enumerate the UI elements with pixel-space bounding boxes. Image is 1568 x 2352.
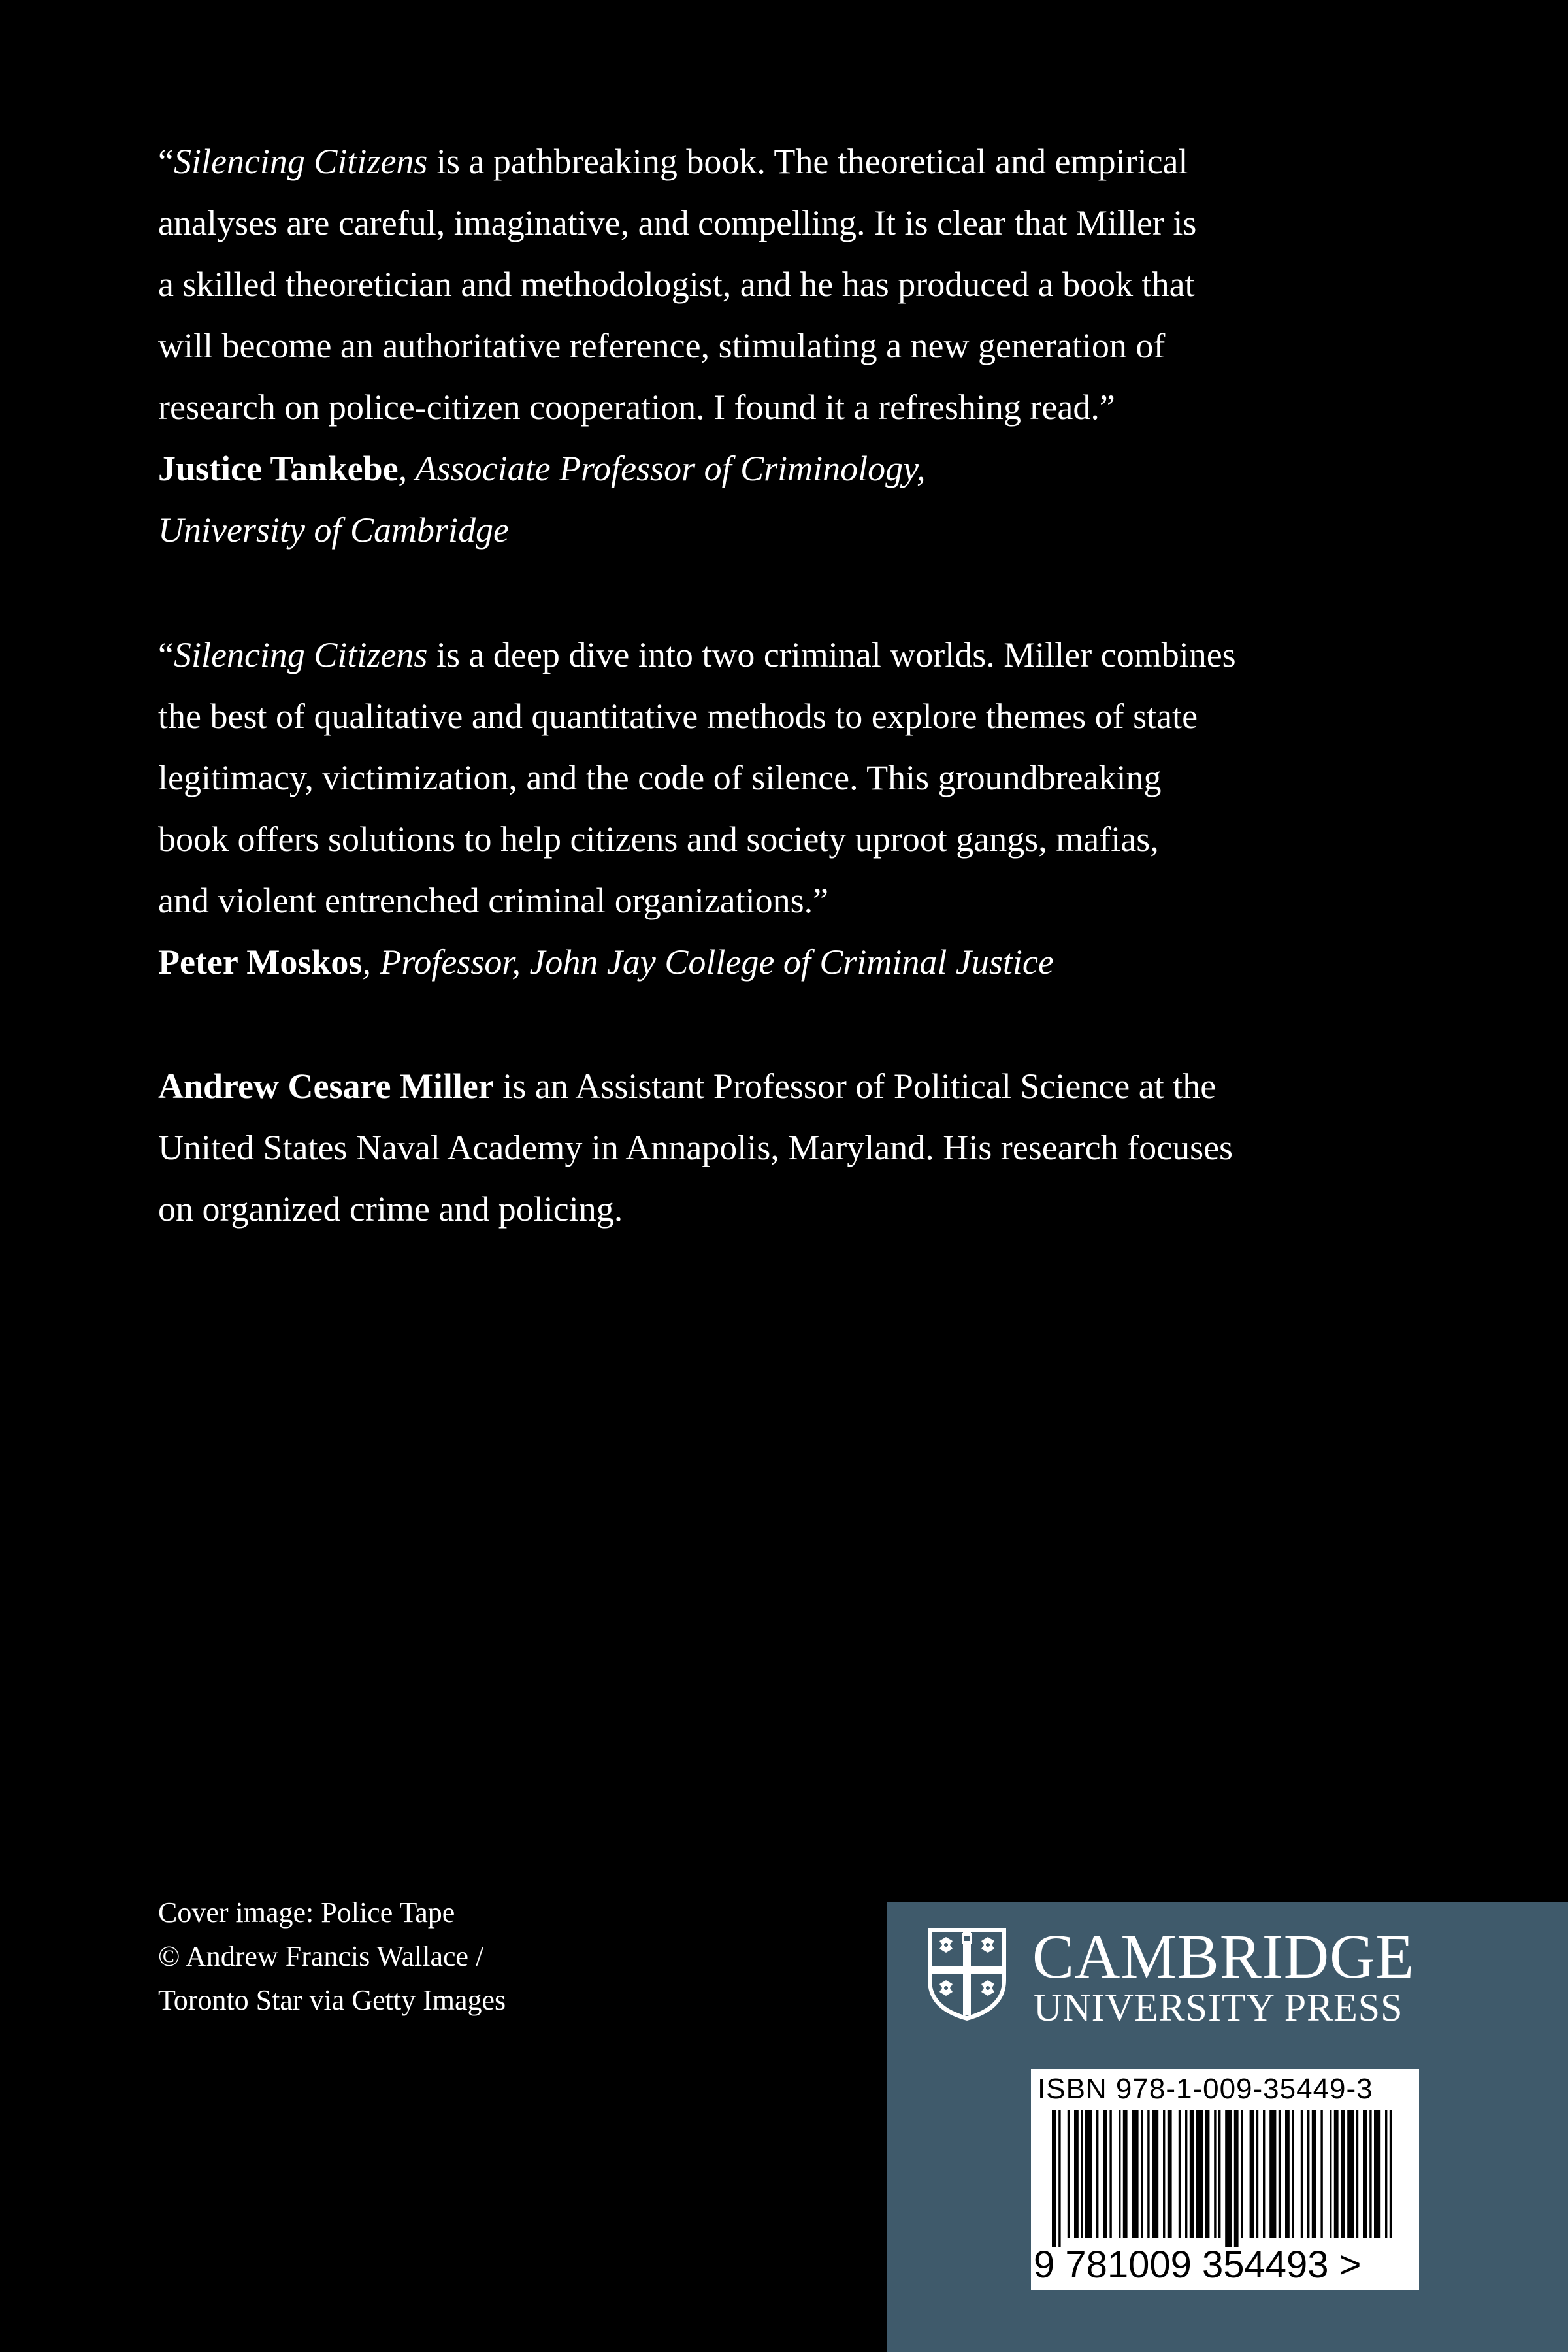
publisher-subtitle: UNIVERSITY PRESS bbox=[1034, 1986, 1403, 2029]
barcode-bar bbox=[1241, 2110, 1243, 2238]
blurb-line bbox=[158, 131, 1399, 192]
barcode-bar bbox=[1269, 2110, 1276, 2238]
open-quote: “ bbox=[158, 635, 174, 674]
barcode-bar bbox=[1147, 2110, 1149, 2238]
blurb-line: will become an authoritative reference, stimulating a new generation of bbox=[158, 326, 1166, 365]
barcode-bar bbox=[1196, 2110, 1203, 2238]
barcode-bar bbox=[1225, 2110, 1232, 2247]
barcode-bar bbox=[1234, 2110, 1239, 2247]
blurb-affiliation: , Professor, John Jay College of Criminal Justice bbox=[362, 942, 1054, 982]
barcode-bar bbox=[1250, 2110, 1254, 2238]
barcode-bar bbox=[1109, 2110, 1111, 2238]
barcode-bar bbox=[1163, 2110, 1165, 2238]
publisher-panel bbox=[887, 1902, 1568, 2352]
blurb-attribution bbox=[158, 438, 1399, 499]
credit-line: © Andrew Francis Wallace / bbox=[158, 1940, 484, 1972]
barcode-bar bbox=[1119, 2110, 1120, 2238]
bio-line: on organized crime and policing. bbox=[158, 1189, 623, 1229]
blurb-line: analyses are careful, imaginative, and compelling. It is clear that Miller is bbox=[158, 203, 1197, 242]
blurb-line: the best of qualitative and quantitative methods to explore themes of state bbox=[158, 697, 1198, 736]
barcode-bar bbox=[1363, 2110, 1367, 2238]
barcode-bar bbox=[1385, 2110, 1387, 2238]
barcode-bar bbox=[1347, 2110, 1354, 2238]
barcode-bar bbox=[1068, 2110, 1070, 2238]
author-name: Andrew Cesare Miller bbox=[158, 1067, 494, 1106]
barcode-bar bbox=[1356, 2110, 1358, 2238]
credit-line: Toronto Star via Getty Images bbox=[158, 1984, 506, 2016]
barcode-bar bbox=[1085, 2110, 1092, 2238]
barcode-bar bbox=[1334, 2110, 1339, 2238]
barcode-bar bbox=[1320, 2110, 1322, 2238]
barcode-bar bbox=[1141, 2110, 1143, 2238]
barcode-bar bbox=[1132, 2110, 1138, 2238]
barcode-bar bbox=[1301, 2110, 1303, 2238]
barcode-bar bbox=[1279, 2110, 1281, 2238]
barcode-bar bbox=[1307, 2110, 1309, 2238]
cover-image-credit bbox=[158, 1891, 506, 2022]
blurb-line bbox=[158, 624, 1399, 686]
barcode-bar bbox=[1256, 2110, 1258, 2238]
blurb-affiliation: University of Cambridge bbox=[158, 510, 509, 550]
barcode-bar bbox=[1341, 2110, 1345, 2238]
blurb-tankebe bbox=[158, 131, 1399, 561]
barcode-bar bbox=[1312, 2110, 1316, 2238]
barcode-bar bbox=[1152, 2110, 1158, 2238]
barcode-bar bbox=[1096, 2110, 1098, 2238]
barcode-bar bbox=[1168, 2110, 1172, 2238]
isbn-label: ISBN 978-1-009-35449-3 bbox=[1037, 2073, 1373, 2105]
blurb-line: legitimacy, victimization, and the code of silence. This groundbreaking bbox=[158, 758, 1162, 797]
publisher-name: CAMBRIDGE bbox=[1032, 1921, 1415, 1991]
barcode-bar bbox=[1292, 2110, 1294, 2238]
barcode-bar bbox=[1205, 2110, 1210, 2238]
barcode-bar bbox=[1374, 2110, 1380, 2238]
barcode-bar bbox=[1263, 2110, 1265, 2238]
blurb-line: a skilled theoretician and methodologist, and he has produced a book that bbox=[158, 265, 1195, 304]
blurb-attribution bbox=[158, 931, 1399, 993]
blurb-line: research on police-citizen cooperation. I found it a refreshing read.” bbox=[158, 388, 1115, 427]
blurb-moskos bbox=[158, 624, 1399, 993]
barcode-bar bbox=[1179, 2110, 1181, 2238]
blurb-text: is a deep dive into two criminal worlds. Miller combines bbox=[427, 635, 1236, 674]
book-title-italic: Silencing Citizens bbox=[173, 142, 428, 181]
cambridge-crest-icon bbox=[925, 1925, 1009, 2023]
barcode-bar bbox=[1369, 2110, 1371, 2238]
blurb-author: Peter Moskos bbox=[158, 942, 363, 982]
blurb-author: Justice Tankebe bbox=[158, 449, 399, 488]
barcode-bar bbox=[1074, 2110, 1079, 2238]
bio-line bbox=[158, 1055, 1399, 1117]
isbn-barcode bbox=[1031, 2069, 1419, 2290]
barcode-bar bbox=[1330, 2110, 1331, 2238]
barcode-bar bbox=[1218, 2110, 1220, 2238]
blurb-text: is a pathbreaking book. The theoretical and empirical bbox=[427, 142, 1188, 181]
bio-text: is an Assistant Professor of Political Science at the bbox=[493, 1067, 1217, 1106]
blurb-line: and violent entrenched criminal organizations.” bbox=[158, 881, 829, 920]
open-quote: “ bbox=[158, 142, 174, 181]
barcode-bars bbox=[1052, 2110, 1392, 2247]
blurb-affiliation: , Associate Professor of Criminology, bbox=[398, 449, 926, 488]
barcode-bar bbox=[1058, 2110, 1060, 2247]
barcode-bar bbox=[1185, 2110, 1187, 2238]
author-bio bbox=[158, 1055, 1399, 1240]
credit-line: Cover image: Police Tape bbox=[158, 1897, 455, 1929]
barcode-bar bbox=[1052, 2110, 1056, 2247]
barcode-bar bbox=[1081, 2110, 1083, 2238]
book-title-italic: Silencing Citizens bbox=[173, 635, 428, 674]
barcode-bar bbox=[1285, 2110, 1290, 2238]
bio-line: United States Naval Academy in Annapolis, Maryland. His research focuses bbox=[158, 1128, 1233, 1167]
blurb-line: book offers solutions to help citizens and society uproot gangs, mafias, bbox=[158, 820, 1159, 859]
barcode-bar bbox=[1103, 2110, 1107, 2238]
barcode-bar bbox=[1390, 2110, 1392, 2238]
barcode-bar bbox=[1123, 2110, 1128, 2238]
blurb-attribution-cont bbox=[158, 499, 1399, 561]
barcode-digits: 9 781009 354493 > bbox=[1034, 2244, 1362, 2286]
barcode-bar bbox=[1214, 2110, 1216, 2238]
barcode-bar bbox=[1190, 2110, 1194, 2238]
